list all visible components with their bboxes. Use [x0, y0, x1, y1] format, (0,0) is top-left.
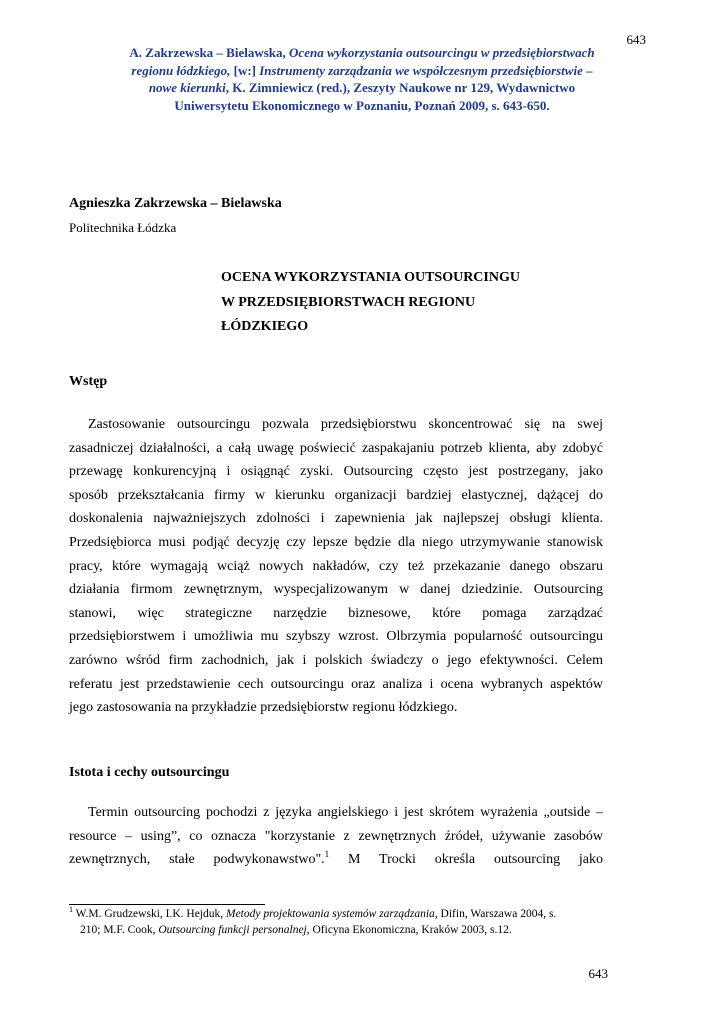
text-line: przewagę konkurencyjną i osiągnąć zyski. Outsourcing często jest postrzegany, jako	[69, 464, 603, 480]
citation-line-2: regionu łódzkiego, [w:] Instrumenty zarządzania we współczesnym przedsiębiorstwie –	[131, 62, 593, 78]
text-line: sposób przekształcania firmy w kierunku organizacji bardziej elastycznej, dążącej do	[69, 487, 603, 503]
text-line: zasadniczej działalności, a całą uwagę poświecić zaspakajaniu potrzeb klienta, aby zdobyć	[69, 440, 603, 456]
section-heading-essence: Istota i cechy outsourcingu	[69, 765, 230, 780]
footnote-ref[interactable]: 1	[324, 849, 330, 860]
text-line: przedsiębiorstwem i umożliwia mu szybszy wzrost. Olbrzymia popularność outsourcingu	[69, 629, 603, 645]
text-line: Termin outsourcing pochodzi z języka angielskiego i jest skrótem wyrażenia „outside –	[88, 805, 603, 820]
page-number-top: 643	[626, 32, 646, 47]
author-name: Agnieszka Zakrzewska – Bielawska	[69, 196, 282, 211]
affiliation: Politechnika Łódzka	[69, 220, 177, 235]
text-line: referatu jest przedstawienie cech outsourcingu oraz analiza i ocena wybranych aspektów	[69, 676, 603, 692]
page-number-bottom: 643	[588, 966, 608, 981]
footnote	[69, 907, 603, 938]
citation-line-4: Uniwersytetu Ekonomicznego w Poznaniu, Poznań 2009, s. 643-650.	[174, 97, 550, 113]
text-line: stanowi, więc strategiczne narzędzie biznesowe, które pomaga zarządzać	[69, 605, 603, 621]
text-line: Przedsiębiorca musi podjąć decyzję czy lepsze będzie dla niego utrzymywanie stanowisk	[69, 534, 603, 550]
footnote-divider	[69, 904, 265, 905]
citation-line-3: nowe kierunki, K. Zimniewicz (red.), Zeszyty Naukowe nr 129, Wydawnictwo	[148, 80, 576, 95]
footnote-line: 210; M.F. Cook, Outsourcing funkcji personalnej, Oficyna Ekonomiczna, Kraków 2003, s.12.	[80, 923, 512, 936]
paragraph-introduction	[69, 413, 603, 720]
title-line: ŁÓDZKIEGO	[221, 319, 309, 334]
text-line: jego zastosowania na przykładzie przedsiębiorstw regionu łódzkiego.	[69, 700, 458, 716]
citation-line-1: A. Zakrzewska – Bielawska, Ocena wykorzystania outsourcingu w przedsiębiorstwach	[129, 45, 595, 60]
text-line: zewnętrznych, stałe podwykonawstwo".$^1$ M Trocki określa outsourcing jako	[69, 849, 604, 868]
paper-title	[221, 266, 520, 340]
title-line: OCENA WYKORZYSTANIA OUTSOURCINGU	[221, 270, 520, 285]
section-heading-introduction: Wstęp	[69, 374, 108, 389]
text-line: zarówno wśród firm zachodnich, jak i polskich świadczy o jego efektywności. Celem	[69, 652, 603, 668]
text-line: resource – using”, co oznacza "korzystanie z zewnętrznych źródeł, używanie zasobów	[69, 828, 603, 844]
footnote-line: $^1$ W.M. Grudzewski, I.K. Hejduk, Metody projektowania systemów zarządzania, Difin, Warszawa 2004, s.	[69, 905, 557, 920]
text-line: Zastosowanie outsourcingu pozwala przedsiębiorstwu skoncentrować się na swej	[88, 417, 603, 432]
paragraph-essence	[69, 801, 603, 872]
text-line: pracy, które wymagają wciąż nowych nakładów, czy też przekazanie danego obszaru	[69, 558, 603, 574]
text-line: działania firmom zewnętrznym, wyspecjalizowanym w danej dziedzinie. Outsourcing	[69, 582, 603, 598]
citation-header	[60, 44, 664, 114]
footnote-marker: 1	[69, 905, 73, 914]
text-line: doskonalenia najważniejszych zdolności i zapewnienia jak najlepszej obsługi klienta.	[69, 511, 603, 527]
title-line: W PRZEDSIĘBIORSTWACH REGIONU	[221, 294, 476, 310]
